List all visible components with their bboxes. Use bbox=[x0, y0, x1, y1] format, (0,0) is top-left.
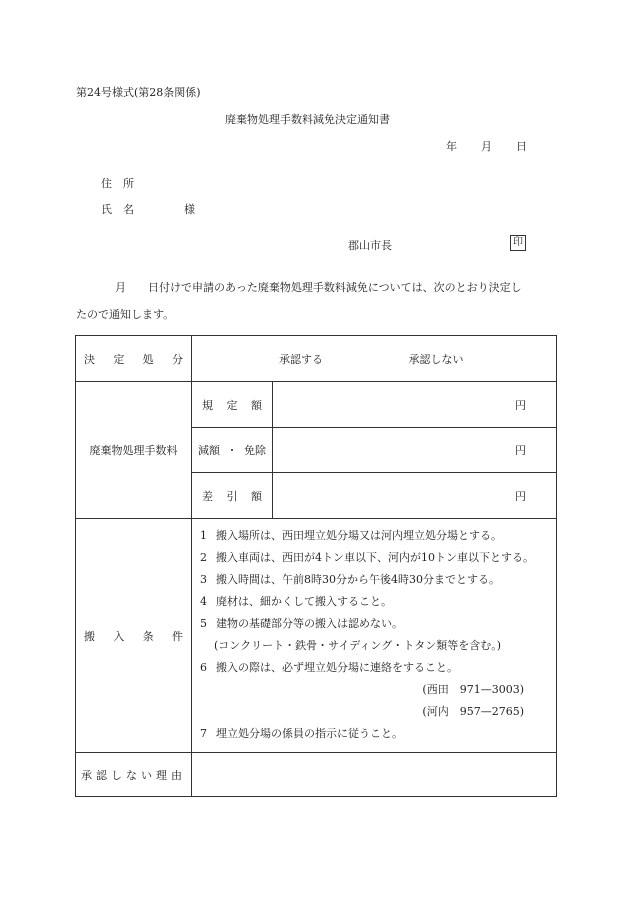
document-title: 廃棄物処理手数料減免決定通知書 bbox=[225, 113, 390, 126]
net-amount-label: 差 引 額 bbox=[192, 473, 273, 519]
decision-form-table bbox=[75, 335, 557, 797]
condition-item: 5 建物の基礎部分等の搬入は認めない。 bbox=[200, 617, 403, 630]
reject-option[interactable]: 承認しない bbox=[408, 352, 464, 366]
standard-amount-field[interactable]: 円 bbox=[273, 382, 557, 428]
contact-nishida: (西田 971—3003) bbox=[422, 683, 524, 696]
decision-options bbox=[192, 336, 557, 382]
condition-item: 3 搬入時間は、午前8時30分から午後4時30分までとする。 bbox=[200, 573, 500, 586]
reason-row bbox=[76, 753, 557, 797]
standard-amount-label: 規 定 額 bbox=[192, 382, 273, 428]
approve-option[interactable]: 承認する bbox=[279, 352, 323, 366]
address-label: 住 所 bbox=[101, 177, 134, 190]
date-day: 日 bbox=[516, 140, 527, 153]
reason-label: 承認しない理由 bbox=[76, 753, 192, 797]
condition-item: 7 埋立処分場の係員の指示に従うこと。 bbox=[200, 727, 403, 740]
conditions-list bbox=[192, 519, 557, 753]
condition-item: 1 搬入場所は、西田埋立処分場又は河内埋立処分場とする。 bbox=[200, 529, 502, 542]
decision-label: 決 定 処 分 bbox=[76, 336, 192, 382]
body-line2: たので通知します。 bbox=[76, 308, 175, 321]
body-month: 月 bbox=[115, 281, 126, 294]
condition-item: 4 廃材は、細かくして搬入すること。 bbox=[200, 595, 392, 608]
reduction-amount-field[interactable]: 円 bbox=[273, 428, 557, 473]
conditions-row bbox=[76, 519, 557, 753]
fee-row-standard bbox=[76, 382, 557, 428]
reduction-label: 減額 ・ 免除 bbox=[192, 428, 273, 473]
reason-field[interactable] bbox=[192, 753, 557, 797]
contact-kawauchi: (河内 957—2765) bbox=[422, 705, 524, 718]
form-number: 第24号様式(第28条関係) bbox=[76, 86, 201, 99]
fee-label: 廃棄物処理手数料 bbox=[76, 382, 192, 519]
conditions-label: 搬 入 条 件 bbox=[76, 519, 192, 753]
condition-note: (コンクリート・鉄骨・サイディング・トタン類等を含む。) bbox=[214, 639, 501, 652]
date-month: 月 bbox=[481, 140, 492, 153]
decision-row bbox=[76, 336, 557, 382]
net-amount-field[interactable]: 円 bbox=[273, 473, 557, 519]
issuer-name: 郡山市長 bbox=[348, 239, 392, 252]
date-year: 年 bbox=[446, 140, 457, 153]
condition-item: 2 搬入車両は、西田が4トン車以下、河内が10トン車以下とする。 bbox=[200, 551, 534, 564]
condition-item: 6 搬入の際は、必ず埋立処分場に連絡をすること。 bbox=[200, 661, 458, 674]
body-line1: 日付けで申請のあった廃棄物処理手数料減免については、次のとおり決定し bbox=[148, 281, 522, 294]
honorific: 様 bbox=[184, 203, 195, 216]
name-label: 氏 名 bbox=[101, 203, 134, 216]
seal-mark: 印 bbox=[510, 235, 526, 251]
